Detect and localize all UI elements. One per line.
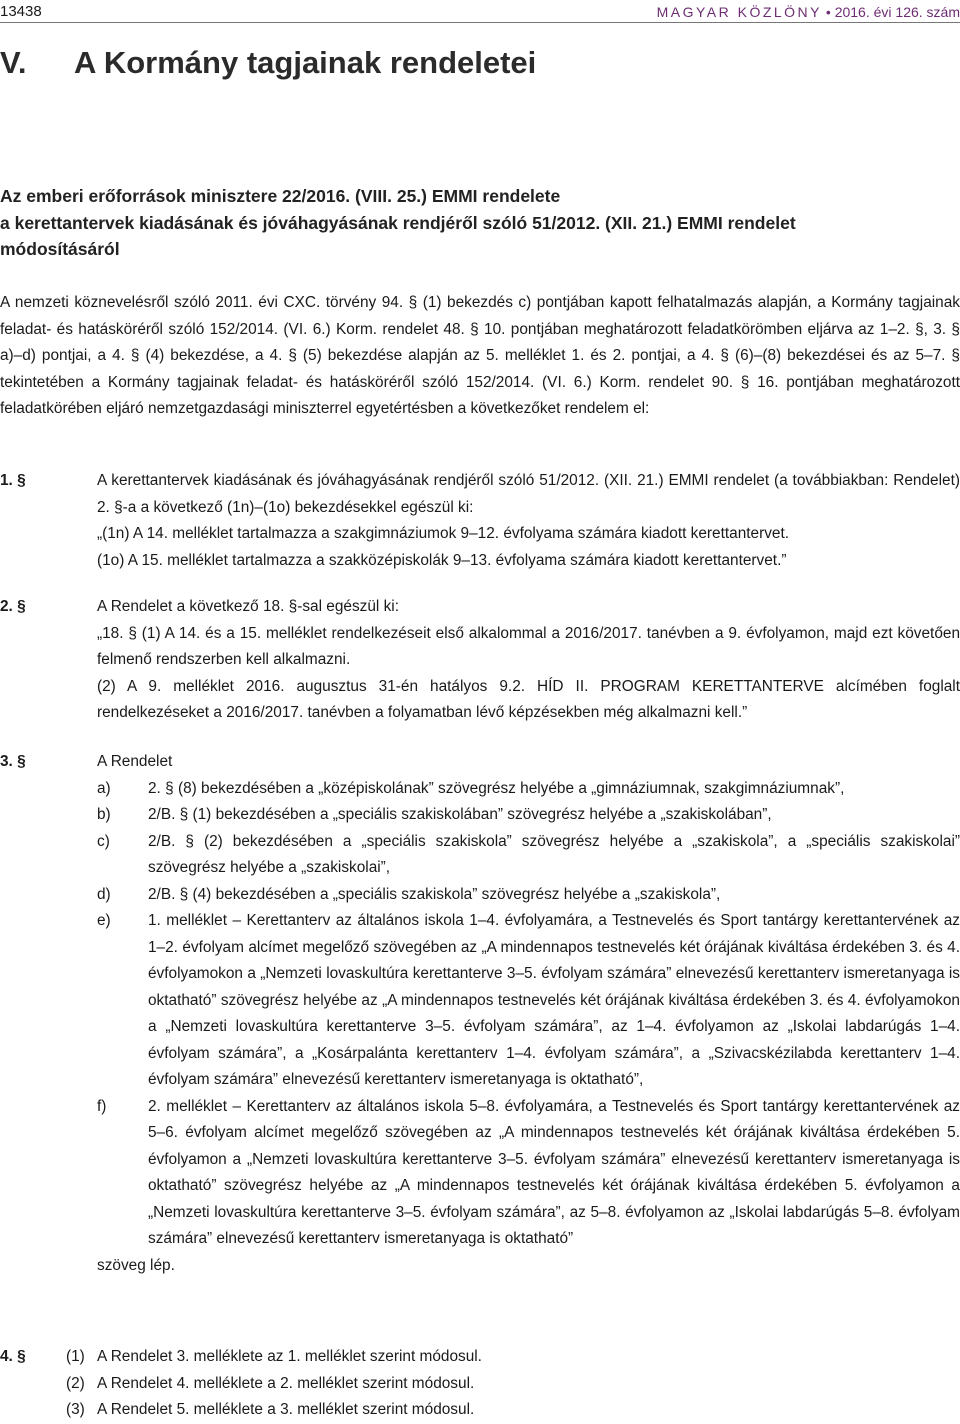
- journal-name: MAGYAR KÖZLÖNY: [656, 4, 823, 20]
- section-title: A Kormány tagjainak rendeletei: [74, 45, 537, 80]
- subsection-item: [66, 1397, 960, 1424]
- paragraph-3: [0, 749, 960, 1279]
- document-title-line: Az emberi erőforrások minisztere 22/2016. (VIII. 25.) EMMI rendelete: [0, 186, 561, 206]
- item-text: 2/B. § (4) bekezdésében a „speciális szakiskola” szövegrész helyébe a „szakiskola”,: [148, 885, 721, 903]
- section-number: V.: [0, 45, 27, 80]
- page-number: 13438: [0, 3, 42, 20]
- paragraph-4: [0, 1344, 960, 1424]
- subsection-number: (1): [66, 1348, 85, 1365]
- amendment-list: [97, 776, 960, 1253]
- subsection-text: A Rendelet 3. melléklete az 1. melléklet szerint módosul.: [97, 1348, 482, 1365]
- page-header: [0, 3, 960, 21]
- subsection-text: A Rendelet 5. melléklete a 3. melléklet szerint módosul.: [97, 1401, 475, 1418]
- quoted-text: „(1n) A 14. melléklet tartalmazza a szakgimnáziumok 9–12. évfolyama számára kiadott kerettantervet.: [97, 525, 790, 542]
- header-divider: [0, 22, 960, 23]
- paragraph-outro: szöveg lép.: [97, 1256, 175, 1274]
- quoted-text: (2) A 9. melléklet 2016. augusztus 31-én hatályos 9.2. HÍD II. PROGRAM KERETTANTERVE alcímében foglalt rendelkezéseket a 2016/2017. tanévben a folyamatban lévő képzésekben még alkalmazni kell.”: [97, 677, 960, 721]
- paragraph-number: 2. §: [0, 598, 26, 615]
- preamble-text: A nemzeti köznevelésről szóló 2011. évi CXC. törvény 94. § (1) bekezdés c) pontjában kapott felhatalmazás alapján, a Kormány tagjainak feladat- és hatásköréről szóló 152/2014. (VI. 6.) Korm. rendelet 48. § 10. pontjában meghatározott feladatkörömben eljárva az 1–2. §, 3. § a)–d) pontjai, a 4. § (4) bekezdése, a 4. § (5) bekezdése alapján az 5. melléklet 1. és 2. pontjai, a 4. § (6)–(8) bekezdései és az 5–7. § tekintetében a Kormány tagjainak feladat- és hatásköréről szóló 152/2014. (VI. 6.) Korm. rendelet 90. § 16. pontjában meghatározott feladatkörében eljáró nemzetgazdasági miniszterrel egyetértésben a következőket rendelem el:: [0, 294, 960, 417]
- paragraph-2: [0, 594, 960, 727]
- list-item: [97, 1094, 960, 1253]
- paragraph-number: 1. §: [0, 472, 26, 489]
- subsection-number: (3): [66, 1401, 85, 1418]
- item-label: b): [97, 806, 111, 823]
- document-title: [0, 183, 960, 263]
- journal-issue: • 2016. évi 126. szám: [825, 4, 960, 20]
- paragraph-intro: A Rendelet: [97, 753, 173, 770]
- paragraph-text: A Rendelet a következő 18. §-sal egészül ki:: [97, 598, 400, 615]
- subsection-number: (2): [66, 1374, 85, 1392]
- list-item: [97, 829, 960, 882]
- document-title-line: módosításáról: [0, 239, 120, 259]
- subsection-item: [66, 1371, 960, 1398]
- quoted-text: (1o) A 15. melléklet tartalmazza a szakközépiskolák 9–13. évfolyama számára kiadott kerettantervet.”: [97, 551, 787, 569]
- section-heading: [0, 45, 536, 81]
- paragraph-number: 4. §: [0, 1348, 26, 1365]
- item-text: 2/B. § (1) bekezdésében a „speciális szakiskolában” szövegrész helyébe a „szakiskolában”,: [148, 806, 772, 823]
- item-text: 2. § (8) bekezdésében a „középiskolának” szövegrész helyébe a „gimnáziumnak, szakgimnáziumnak”,: [148, 779, 845, 797]
- item-label: a): [97, 779, 111, 797]
- subsection-list: [66, 1344, 960, 1424]
- item-label: d): [97, 885, 111, 903]
- list-item: [97, 802, 960, 829]
- document-title-line: a kerettantervek kiadásának és jóváhagyásának rendjéről szóló 51/2012. (XII. 21.) EMMI rendelet: [0, 212, 796, 233]
- item-text: 2/B. § (2) bekezdésében a „speciális szakiskola” szövegrész helyébe a „szakiskola”, a „speciális szakiskolai” szövegrész helyébe a „szakiskolai”,: [148, 832, 960, 876]
- item-label: c): [97, 832, 110, 850]
- list-item: [97, 908, 960, 1094]
- item-text: 2. melléklet – Kerettanterv az általános iskola 5–8. évfolyamára, a Testnevelés és Sport tantárgy kerettantervének az 5–6. évfolyam alcímet megelőző szövegében az „A mindennapos testnevelés két órájának kiváltása érdekében 5. évfolyamon a „Nemzeti lovaskultúra kerettanterve 3–5. évfolyam számára” elnevezésű kerettanterv ismeretanyaga is oktatható” szövegrész helyébe az „A mindennapos testnevelés két órájának kiváltása érdekében 5. évfolyamon a „Nemzeti lovaskultúra kerettanterve 3–5. évfolyam számára”, az 5–8. évfolyamon az „Iskolai labdarúgás 5–8. évfolyam számára” elnevezésű kerettanterv ismeretanyaga is oktatható”: [148, 1097, 960, 1247]
- subsection-item: [66, 1344, 960, 1371]
- item-label: e): [97, 912, 111, 929]
- item-text: 1. melléklet – Kerettanterv az általános iskola 1–4. évfolyamára, a Testnevelés és Sport tantárgy kerettantervének az 1–2. évfolyam alcímet megelőző szövegében az „A mindennapos testnevelés két órájának kiváltása érdekében 3. és 4. évfolyamokon a „Nemzeti lovaskultúra kerettanterve 3–5. évfolyam számára” elnevezésű kerettanterv ismeretanyaga is oktatható” szövegrész helyébe az „A mindennapos testnevelés két órájának kiváltása érdekében 3. és 4. évfolyamokon a „Nemzeti lovaskultúra kerettanterve 3–5. évfolyam számára”, az 1–4. évfolyamon az „Iskolai labdarúgás 1–4. évfolyam számára”, a „Kosárpalánta kerettanterv 1–4. évfolyam számára”, a „Szivacskézilabda kerettanterv 1–4. évfolyam számára” elnevezésű kerettanterv ismeretanyaga is oktatható”,: [148, 912, 960, 1088]
- list-item: [97, 776, 960, 803]
- journal-reference: [657, 4, 960, 20]
- paragraph-text: A kerettantervek kiadásának és jóváhagyásának rendjéről szóló 51/2012. (XII. 21.) EMMI rendelet (a továbbiakban: Rendelet) 2. §-a a következő (1n)–(1o) bekezdésekkel egészül ki:: [97, 472, 960, 516]
- paragraph-1: [0, 468, 960, 574]
- list-item: [97, 882, 960, 909]
- item-label: f): [97, 1097, 107, 1115]
- paragraph-number: 3. §: [0, 753, 26, 770]
- subsection-text: A Rendelet 4. melléklete a 2. melléklet szerint módosul.: [97, 1374, 475, 1392]
- quoted-text: „18. § (1) A 14. és a 15. melléklet rendelkezéseit első alkalommal a 2016/2017. tanévben a 9. évfolyamon, majd ezt követően felmenő rendszerben kell alkalmazni.: [97, 624, 960, 668]
